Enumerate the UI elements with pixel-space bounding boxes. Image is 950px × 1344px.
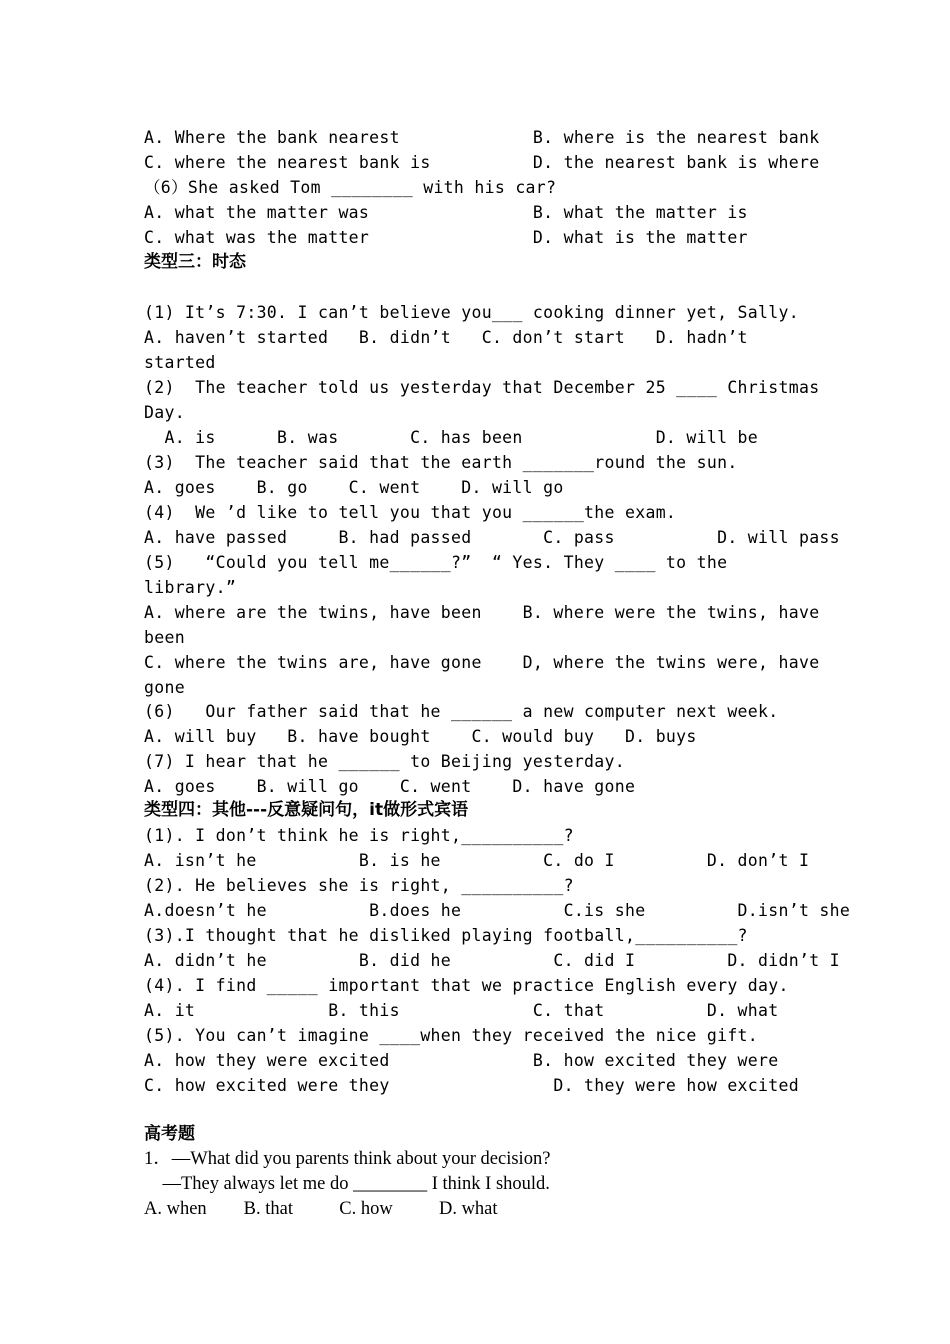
option-line: A. isn’t he B. is he C. do I D. don’t I [144,851,810,870]
question-line: (3) The teacher said that the earth _______round the sun. [144,453,738,472]
question-line: (7) I hear that he ______ to Beijing yesterday. [144,752,625,771]
option-line: A. where are the twins, have been B. where were the twins, have [144,603,820,622]
option-line: A. is B. was C. has been D. will be [144,428,759,447]
option-line: A. haven’t started B. didn’t C. don’t start D. hadn’t [144,328,748,347]
option-line: A. when B. that C. how D. what [144,1199,498,1219]
question-line: (4) We ’d like to tell you that you ______the exam. [144,503,677,522]
option-line: C. what was the matter D. what is the matter [144,228,748,247]
section-heading-tense: 类型三：时态 [144,252,246,272]
option-line: A. have passed B. had passed C. pass D. will pass [144,528,840,547]
option-line: C. how excited were they D. they were how excited [144,1076,799,1095]
question-line: （6）She asked Tom ________ with his car? [144,178,557,197]
question-line: (5) “Could you tell me______?” “ Yes. They ____ to the [144,553,728,572]
question-line: (2) The teacher told us yesterday that December 25 ____ Christmas [144,378,820,397]
option-line: A. what the matter was B. what the matter is [144,203,748,222]
option-line: A. how they were excited B. how excited they were [144,1051,779,1070]
question-line: —They always let me do ________ I think I should. [144,1174,550,1194]
option-line: A. it B. this C. that D. what [144,1001,779,1020]
question-line: (4). I find _____ important that we practice English every day. [144,976,789,995]
option-line: A. Where the bank nearest B. where is the nearest bank [144,128,820,147]
option-line: been [144,628,185,647]
option-line: A. didn’t he B. did he C. did I D. didn’t I [144,951,840,970]
option-line: A. goes B. will go C. went D. have gone [144,777,636,796]
option-line: started [144,353,216,372]
question-line: Day. [144,403,185,422]
question-line: (6) Our father said that he ______ a new computer next week. [144,702,779,721]
question-line: (3).I thought that he disliked playing football,__________? [144,926,748,945]
option-line: A. goes B. go C. went D. will go [144,478,564,497]
question-line: (1) It’s 7:30. I can’t believe you___ cooking dinner yet, Sally. [144,303,799,322]
option-line: A. will buy B. have bought C. would buy D. buys [144,727,697,746]
option-line: C. where the twins are, have gone D, where the twins were, have [144,653,820,672]
question-line: library.” [144,578,237,597]
option-line: gone [144,678,185,697]
option-line: A.doesn’t he B.does he C.is she D.isn’t she [144,901,851,920]
question-line: (1). I don’t think he is right,__________? [144,826,574,845]
question-line: (2). He believes she is right, __________? [144,876,574,895]
option-line: C. where the nearest bank is D. the nearest bank is where [144,153,820,172]
question-line: 1．—What did you parents think about your decision? [144,1149,551,1169]
section-heading-gaokao: 高考题 [144,1124,195,1144]
section-heading-other: 类型四：其他---反意疑问句，it做形式宾语 [144,800,469,820]
question-line: (5). You can’t imagine ____when they received the nice gift. [144,1026,759,1045]
